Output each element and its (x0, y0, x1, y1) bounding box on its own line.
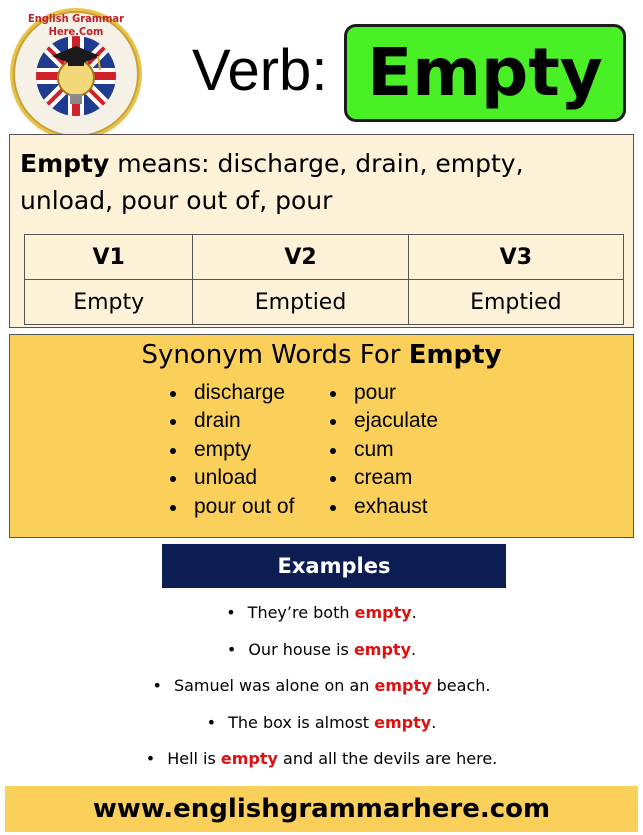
list-item: cum (328, 436, 438, 464)
list-item: pour out of (168, 493, 294, 521)
verb-title: Empty (367, 34, 603, 111)
list-item: exhaust (328, 493, 438, 521)
synonyms-title-prefix: Synonym Words For (141, 340, 409, 370)
verb-forms-table (24, 234, 624, 325)
example-text: Hell is (167, 749, 221, 768)
list-item: unload (168, 464, 294, 492)
bullet-icon: • (152, 676, 162, 695)
forms-header-v2: V2 (193, 235, 408, 280)
list-item: pour (328, 379, 438, 407)
example-item (0, 705, 643, 742)
footer-url[interactable]: www.englishgrammarhere.com (92, 794, 551, 824)
forms-value-v1: Empty (25, 280, 193, 325)
meaning-definition: means: discharge, drain, empty, unload, pour out of, pour (20, 149, 524, 215)
synonyms-title-word: Empty (408, 340, 502, 370)
bullet-icon: • (226, 603, 236, 622)
example-text: Our house is (248, 639, 354, 659)
example-text: beach. (431, 676, 491, 695)
synonyms-title (10, 337, 633, 373)
list-item: empty (168, 436, 294, 464)
example-highlight: empty (353, 639, 411, 659)
example-text: . (431, 712, 437, 732)
examples-header-label: Examples (277, 554, 391, 578)
example-text: Samuel was alone on an (173, 676, 375, 695)
forms-value-v2: Emptied (193, 280, 408, 325)
forms-header-v3: V3 (408, 235, 623, 280)
bullet-icon: • (226, 639, 237, 659)
example-item (0, 595, 643, 632)
verb-forms-value-row (25, 280, 624, 325)
synonyms-column-1 (168, 379, 294, 521)
example-highlight: empty (374, 676, 432, 695)
example-text: and all the devils are here. (277, 749, 498, 768)
logo-text: English Grammar Here.Com (28, 12, 124, 38)
example-text: . (411, 603, 417, 622)
list-item: drain (168, 407, 294, 435)
example-text: . (411, 639, 417, 659)
example-item (0, 668, 643, 705)
list-item: ejaculate (328, 407, 438, 435)
example-text: The box is almost (228, 712, 375, 732)
list-item: cream (328, 464, 438, 492)
verb-title-box (344, 24, 626, 122)
examples-list (0, 595, 643, 778)
examples-header (162, 544, 506, 588)
verb-label: Verb: (192, 38, 328, 103)
meaning-word: Empty (20, 149, 110, 178)
footer-banner (5, 786, 638, 832)
meaning-panel (9, 134, 634, 328)
list-item: discharge (168, 379, 294, 407)
example-highlight: empty (354, 603, 412, 622)
site-logo (8, 6, 144, 142)
example-highlight: empty (220, 749, 278, 768)
example-highlight: empty (374, 712, 432, 732)
example-text: They’re both (247, 603, 355, 622)
verb-forms-header-row (25, 235, 624, 280)
synonyms-column-2 (328, 379, 438, 521)
meaning-text (20, 145, 620, 219)
bullet-icon: • (145, 749, 156, 768)
example-item (0, 632, 643, 669)
bullet-icon: • (206, 712, 217, 732)
forms-header-v1: V1 (25, 235, 193, 280)
forms-value-v3: Emptied (408, 280, 623, 325)
example-item (0, 741, 643, 778)
synonyms-panel (9, 334, 634, 538)
